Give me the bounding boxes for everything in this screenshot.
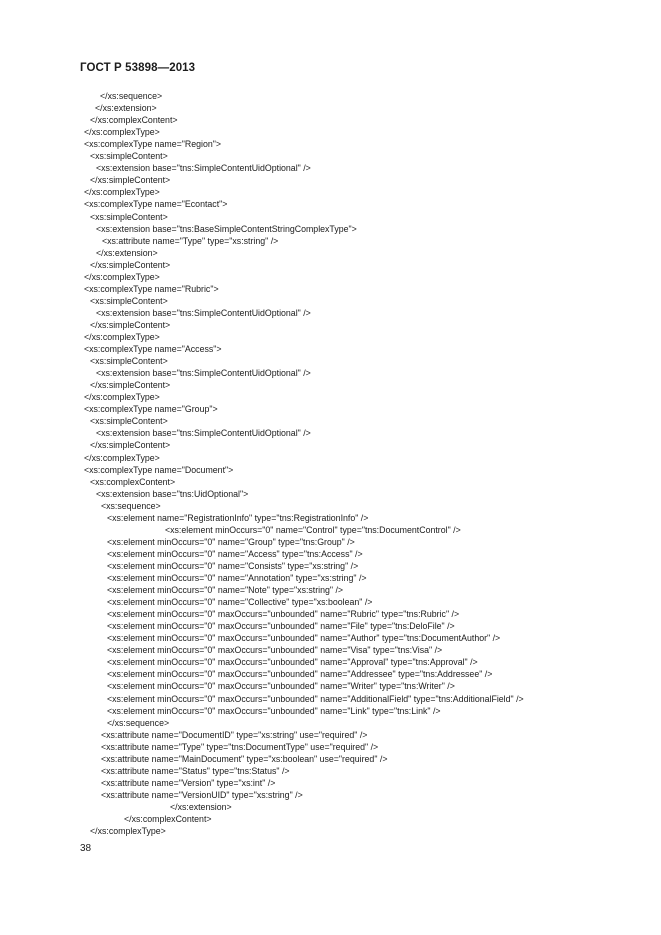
- code-line: </xs:complexType>: [84, 392, 160, 402]
- code-line: <xs:extension base="tns:BaseSimpleContentStringComplexType">: [96, 224, 357, 234]
- code-line: <xs:element minOccurs="0" maxOccurs="unbounded" name="Visa" type="tns:Visa" />: [107, 645, 443, 655]
- page-number: 38: [80, 843, 92, 854]
- code-line: </xs:simpleContent>: [90, 380, 171, 390]
- code-line: <xs:element minOccurs="0" maxOccurs="unbounded" name="Author" type="tns:DocumentAuthor" />: [107, 633, 501, 643]
- code-line: <xs:complexContent>: [90, 477, 176, 487]
- code-line: <xs:extension base="tns:SimpleContentUidOptional" />: [96, 308, 311, 318]
- code-line: </xs:simpleContent>: [90, 320, 171, 330]
- code-line: <xs:element minOccurs="0" maxOccurs="unbounded" name="Writer" type="tns:Writer" />: [107, 681, 455, 691]
- code-line: <xs:complexType name="Access">: [84, 344, 222, 354]
- code-line: <xs:element name="RegistrationInfo" type="tns:RegistrationInfo" />: [107, 513, 369, 523]
- code-line: <xs:attribute name="Version" type="xs:int" />: [101, 778, 276, 788]
- code-line: <xs:element minOccurs="0" name="Collective" type="xs:boolean" />: [107, 597, 373, 607]
- code-line: </xs:complexContent>: [90, 115, 178, 125]
- document-header-title: ГОСТ Р 53898—2013: [80, 62, 196, 74]
- code-line: <xs:simpleContent>: [90, 416, 168, 426]
- code-line: <xs:simpleContent>: [90, 296, 168, 306]
- code-line: <xs:attribute name="MainDocument" type="xs:boolean" use="required" />: [101, 754, 388, 764]
- code-line: <xs:attribute name="Type" type="tns:DocumentType" use="required" />: [101, 742, 379, 752]
- code-line: <xs:element minOccurs="0" name="Control" type="tns:DocumentControl" />: [165, 525, 461, 535]
- code-line: <xs:complexType name="Group">: [84, 404, 218, 414]
- code-line: <xs:extension base="tns:SimpleContentUidOptional" />: [96, 428, 311, 438]
- code-line: </xs:extension>: [95, 103, 157, 113]
- code-line: </xs:simpleContent>: [90, 175, 171, 185]
- code-line: </xs:complexType>: [84, 332, 160, 342]
- code-line: <xs:simpleContent>: [90, 151, 168, 161]
- code-line: <xs:element minOccurs="0" maxOccurs="unbounded" name="Approval" type="tns:Approval" />: [107, 657, 478, 667]
- code-line: <xs:element minOccurs="0" maxOccurs="unbounded" name="Link" type="tns:Link" />: [107, 706, 441, 716]
- code-line: </xs:complexType>: [84, 187, 160, 197]
- code-line: <xs:extension base="tns:UidOptional">: [96, 489, 249, 499]
- code-line: <xs:extension base="tns:SimpleContentUidOptional" />: [96, 163, 311, 173]
- code-line: <xs:complexType name="Region">: [84, 139, 222, 149]
- code-line: </xs:complexType>: [90, 826, 166, 836]
- code-line: <xs:complexType name="Document">: [84, 465, 234, 475]
- code-line: </xs:sequence>: [107, 718, 170, 728]
- code-line: <xs:simpleContent>: [90, 356, 168, 366]
- code-line: <xs:element minOccurs="0" name="Group" type="tns:Group" />: [107, 537, 355, 547]
- code-line: </xs:sequence>: [100, 91, 163, 101]
- code-line: <xs:extension base="tns:SimpleContentUidOptional" />: [96, 368, 311, 378]
- code-line: </xs:simpleContent>: [90, 440, 171, 450]
- code-line: </xs:complexType>: [84, 272, 160, 282]
- code-line: <xs:element minOccurs="0" name="Annotation" type="xs:string" />: [107, 573, 367, 583]
- code-line: </xs:complexContent>: [124, 814, 212, 824]
- code-line: <xs:element minOccurs="0" maxOccurs="unbounded" name="File" type="tns:DeloFile" />: [107, 621, 455, 631]
- code-line: <xs:element minOccurs="0" maxOccurs="unbounded" name="Addressee" type="tns:Addressee" />: [107, 669, 493, 679]
- code-line: <xs:sequence>: [101, 501, 161, 511]
- code-line: <xs:element minOccurs="0" name="Consists" type="xs:string" />: [107, 561, 359, 571]
- code-line: </xs:complexType>: [84, 127, 160, 137]
- code-line: </xs:extension>: [96, 248, 158, 258]
- code-line: <xs:complexType name="Econtact">: [84, 199, 228, 209]
- code-line: </xs:simpleContent>: [90, 260, 171, 270]
- code-line: <xs:element minOccurs="0" maxOccurs="unbounded" name="Rubric" type="tns:Rubric" />: [107, 609, 460, 619]
- code-line: <xs:complexType name="Rubric">: [84, 284, 219, 294]
- code-line: <xs:attribute name="Status" type="tns:Status" />: [101, 766, 290, 776]
- code-line: </xs:extension>: [170, 802, 232, 812]
- code-line: <xs:attribute name="Type" type="xs:string" />: [102, 236, 279, 246]
- code-line: <xs:element minOccurs="0" name="Note" type="xs:string" />: [107, 585, 344, 595]
- code-line: <xs:attribute name="VersionUID" type="xs:string" />: [101, 790, 303, 800]
- code-line: <xs:attribute name="DocumentID" type="xs:string" use="required" />: [101, 730, 368, 740]
- code-line: <xs:simpleContent>: [90, 212, 168, 222]
- code-line: <xs:element minOccurs="0" maxOccurs="unbounded" name="AdditionalField" type="tns:AdditionalField" />: [107, 694, 524, 704]
- code-line: <xs:element minOccurs="0" name="Access" type="tns:Access" />: [107, 549, 363, 559]
- code-line: </xs:complexType>: [84, 453, 160, 463]
